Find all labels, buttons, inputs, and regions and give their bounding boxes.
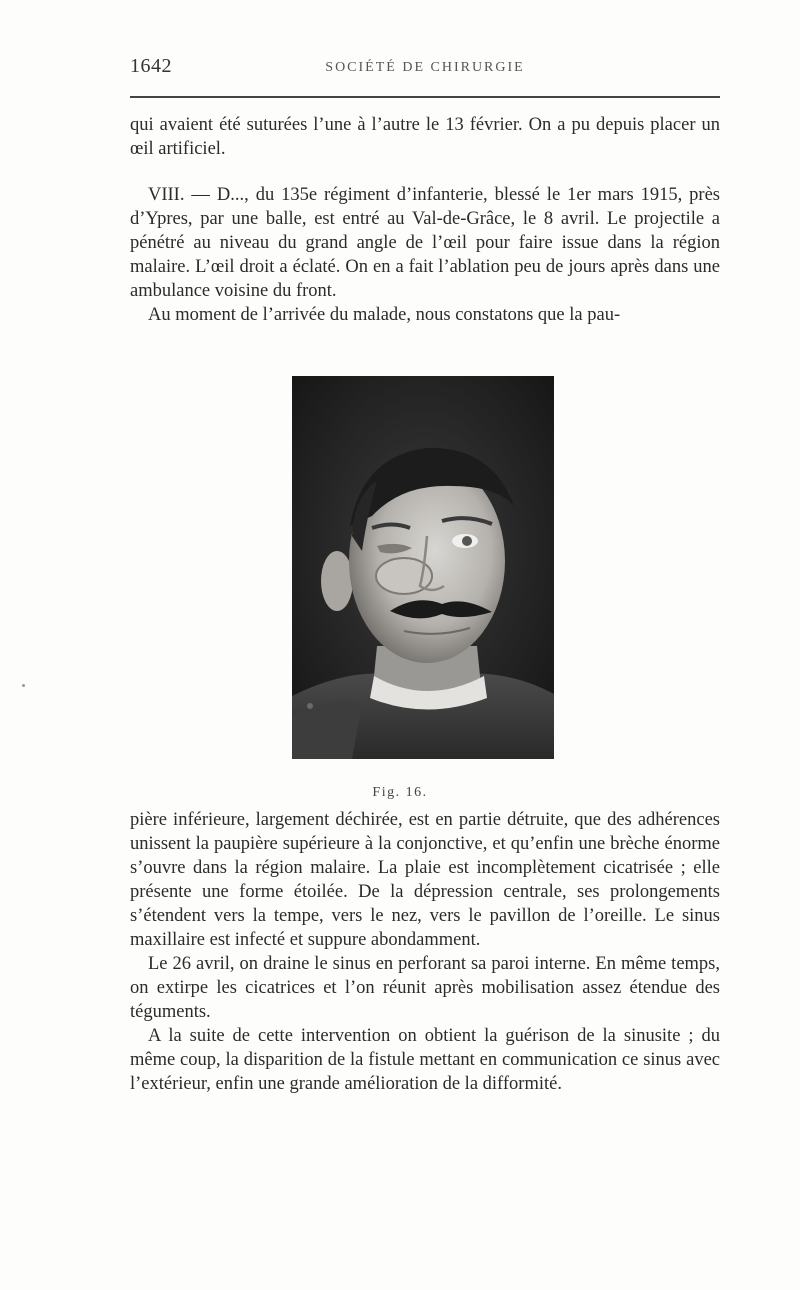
running-head [130,55,720,85]
page-number: 1642 [130,55,172,77]
paragraph-outcome: A la suite de cette intervention on obtient la guérison de la sinusite ; du même coup, la disparition de la fistule mettant en communication ce sinus avec l’extérieur, enfin une grande amélioration de la difformité. [130,1026,720,1094]
patient-photograph [292,376,554,759]
figure-caption: Fig. 16. [372,785,428,800]
header-rule [130,96,720,98]
paragraph-continuation-top: qui avaient été suturées l’une à l’autre le 13 février. On a pu depuis placer un œil artificiel. [130,115,720,159]
portrait-illustration [292,376,554,759]
paper-speck [22,684,25,687]
text-block-case-viii [130,183,720,327]
paragraph-drainage: Le 26 avril, on draine le sinus en perforant sa paroi interne. En même temps, on extirpe les cicatrices et l’on réunit après mobilisation assez étendue des téguments. [130,954,720,1022]
text-block-top [130,113,720,161]
text-block-bottom [130,808,720,1096]
running-title: SOCIÉTÉ DE CHIRURGIE [325,60,525,75]
paragraph-continuation-bottom: pière inférieure, largement déchirée, est en partie détruite, que des adhérences unissent la paupière supérieure à la conjonctive, et qu’enfin une brèche énorme s’ouvre dans la région malaire. La plaie est incomplètement cicatrisée ; elle présente une forme étoilée. De la dépression centrale, ses prolongements s’étendent vers la tempe, vers le nez, vers le pavillon de l’oreille. Le sinus maxillaire est infecté et suppure abondamment. [130,810,720,950]
paragraph-case-intro: VIII. — D..., du 135e régiment d’infanterie, blessé le 1er mars 1915, près d’Ypres, par une balle, est entré au Val-de-Grâce, le 8 avril. Le projectile a pénétré au niveau du grand angle de l’œil pour faire issue dans la région malaire. L’œil droit a éclaté. On en a fait l’ablation peu de jours après dans une ambulance voisine du front. [130,185,720,301]
paragraph-arrival: Au moment de l’arrivée du malade, nous constatons que la pau- [148,305,621,325]
